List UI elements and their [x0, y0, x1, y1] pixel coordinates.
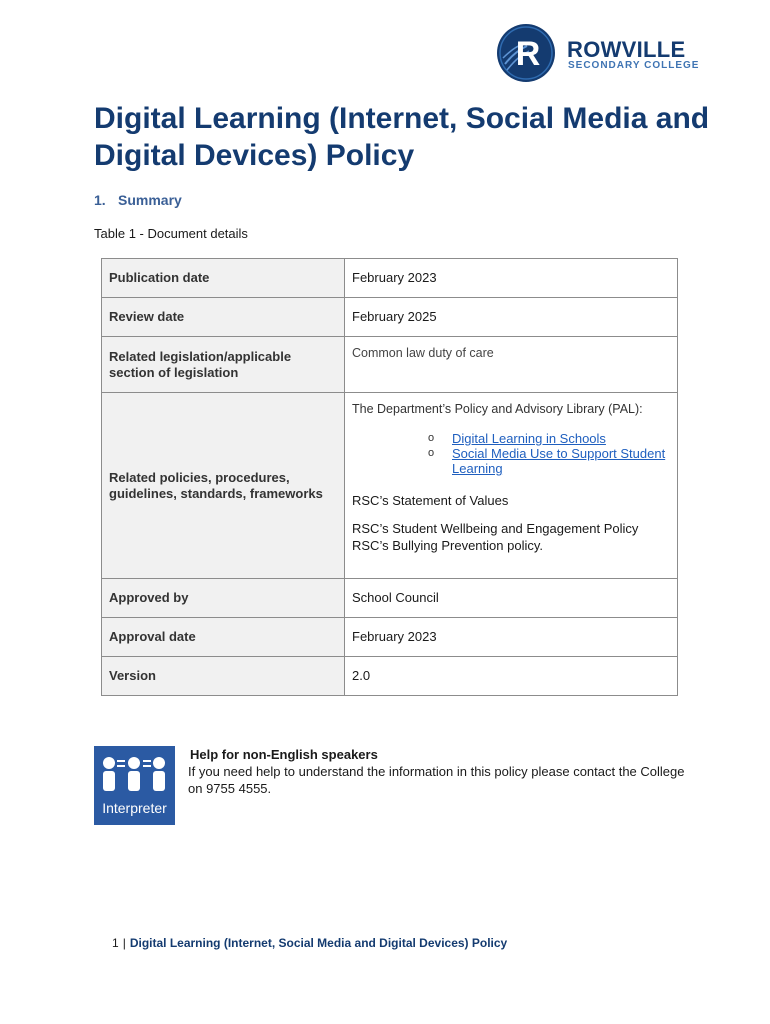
bullet-marker: o [428, 432, 435, 444]
wellbeing-policy: RSC’s Student Wellbeing and Engagement Policy [352, 521, 639, 536]
pal-intro: The Department’s Policy and Advisory Library (PAL): [352, 402, 643, 416]
publication-date-value: February 2023 [345, 259, 678, 298]
people-talking-icon [94, 746, 175, 802]
table-row [102, 298, 678, 337]
version-value: 2.0 [345, 657, 678, 696]
logo-name: ROWVILLE [567, 37, 686, 62]
table-row [102, 337, 678, 393]
page-footer [112, 936, 507, 950]
statement-of-values: RSC’s Statement of Values [352, 493, 509, 508]
logo-subtitle: SECONDARY COLLEGE [568, 60, 700, 71]
section-heading-text: Summary [118, 192, 182, 208]
digital-learning-link[interactable]: Digital Learning in Schools [452, 431, 606, 446]
related-policies-label: Related policies, procedures, guidelines, standards, frameworks [102, 393, 345, 579]
interpreter-icon [94, 746, 175, 825]
page-title: Digital Learning (Internet, Social Media and Digital Devices) Policy [94, 102, 710, 172]
document-details-table [101, 258, 678, 696]
bullet-marker: o [428, 447, 435, 459]
approved-by-label: Approved by [102, 579, 345, 618]
table-row [102, 657, 678, 696]
section-heading [94, 192, 182, 208]
version-label: Version [102, 657, 345, 696]
table-row [102, 618, 678, 657]
help-heading: Help for non-English speakers [190, 747, 378, 762]
wellbeing-policies [352, 520, 670, 554]
publication-date-label: Publication date [102, 259, 345, 298]
table-row [102, 393, 678, 579]
table-caption: Table 1 - Document details [94, 226, 248, 241]
legislation-label: Related legislation/applicable section of legislation [102, 337, 345, 393]
approved-by-value: School Council [345, 579, 678, 618]
table-row [102, 259, 678, 298]
footer-separator: | [122, 936, 126, 950]
legislation-value: Common law duty of care [345, 337, 678, 393]
related-policies-value [345, 393, 678, 579]
help-text: If you need help to understand the information in this policy please contact the College on 9755 4555. [188, 764, 685, 796]
section-number: 1. [94, 192, 106, 208]
pal-link-list [352, 431, 670, 476]
approval-date-value: February 2023 [345, 618, 678, 657]
rowville-logo-icon [497, 24, 555, 82]
table-row [102, 579, 678, 618]
list-item [428, 446, 670, 476]
list-item [428, 431, 670, 446]
logo-letter: R [515, 35, 541, 73]
review-date-value: February 2025 [345, 298, 678, 337]
school-logo [497, 24, 707, 82]
page-number: 1 [112, 936, 119, 950]
approval-date-label: Approval date [102, 618, 345, 657]
social-media-link[interactable]: Social Media Use to Support Student Learning [452, 446, 666, 476]
interpreter-label: Interpreter [102, 800, 167, 816]
bullying-policy: RSC’s Bullying Prevention policy. [352, 538, 543, 553]
review-date-label: Review date [102, 298, 345, 337]
footer-title: Digital Learning (Internet, Social Media and Digital Devices) Policy [129, 936, 508, 950]
